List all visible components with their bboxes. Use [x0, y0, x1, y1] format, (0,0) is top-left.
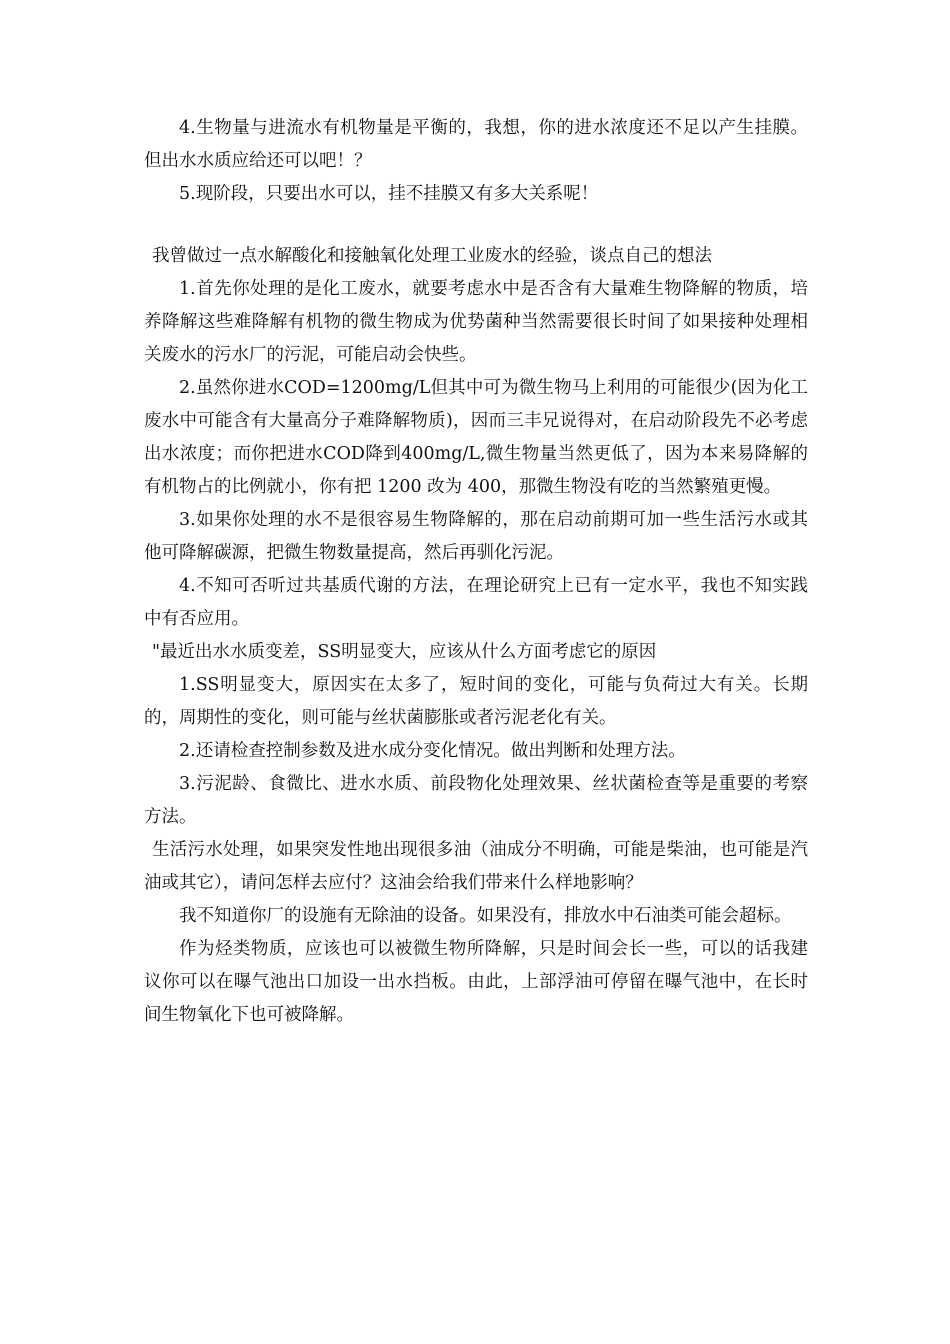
paragraph: 5.现阶段，只要出水可以，挂不挂膜又有多大关系呢！ — [179, 184, 599, 204]
paragraph: 1.首先你处理的是化工废水，就要考虑水中是否含有大量难生物降解的物质，培养降解这些难降解有机物的微生物成为优势菌种当然需要很长时间了如果接种处理相关废水的污水厂的污泥，可能启动会快些。 — [144, 279, 808, 365]
paragraph: 1.SS明显变大，原因实在太多了，短时间的变化，可能与负荷过大有关。长期的，周期性的变化，则可能与丝状菌膨胀或者污泥老化有关。 — [144, 675, 808, 728]
paragraph: 3.如果你处理的水不是很容易生物降解的，那在启动前期可加一些生活污水或其他可降解碳源，把微生物数量提高，然后再驯化污泥。 — [144, 510, 808, 563]
paragraph: 2.虽然你进水COD=1200mg/L但其中可为微生物马上利用的可能很少(因为化工废水中可能含有大量高分子难降解物质)，因而三丰兄说得对，在启动阶段先不必考虑出水浓度；而你把进水COD降到400mg/L,微生物量当然更低了，因为本来易降解的有机物占的比例就小，你有把 1200 改为 400，那微生物没有吃的当然繁殖更慢。 — [144, 378, 808, 497]
paragraph: 作为烃类物质，应该也可以被微生物所降解，只是时间会长一些，可以的话我建议你可以在曝气池出口加设一出水挡板。由此，上部浮油可停留在曝气池中，在长时间生物氧化下也可被降解。 — [144, 939, 808, 1025]
paragraph: 我曾做过一点水解酸化和接触氧化处理工业废水的经验，谈点自己的想法 — [152, 246, 712, 266]
paragraph: "最近出水水质变差，SS明显变大，应该从什么方面考虑它的原因 — [152, 642, 657, 662]
paragraph: 2.还请检查控制参数及进水成分变化情况。做出判断和处理方法。 — [179, 741, 686, 761]
paragraph: 4.不知可否听过共基质代谢的方法，在理论研究上已有一定水平，我也不知实践中有否应用。 — [144, 576, 808, 629]
paragraph: 我不知道你厂的设施有无除油的设备。如果没有，排放水中石油类可能会超标。 — [179, 906, 792, 926]
paragraph-spacer — [144, 211, 808, 240]
paragraph: 生活污水处理，如果突发性地出现很多油（油成分不明确，可能是柴油，也可能是汽油或其它），请问怎样去应付？这油会给我们带来什么样地影响？ — [144, 840, 808, 893]
paragraph: 4.生物量与进流水有机物量是平衡的，我想，你的进水浓度还不足以产生挂膜。但出水水质应给还可以吧！？ — [144, 118, 808, 171]
paragraph: 3.污泥龄、食微比、进水水质、前段物化处理效果、丝状菌检查等是重要的考察方法。 — [144, 774, 808, 827]
document-body — [144, 112, 808, 1032]
